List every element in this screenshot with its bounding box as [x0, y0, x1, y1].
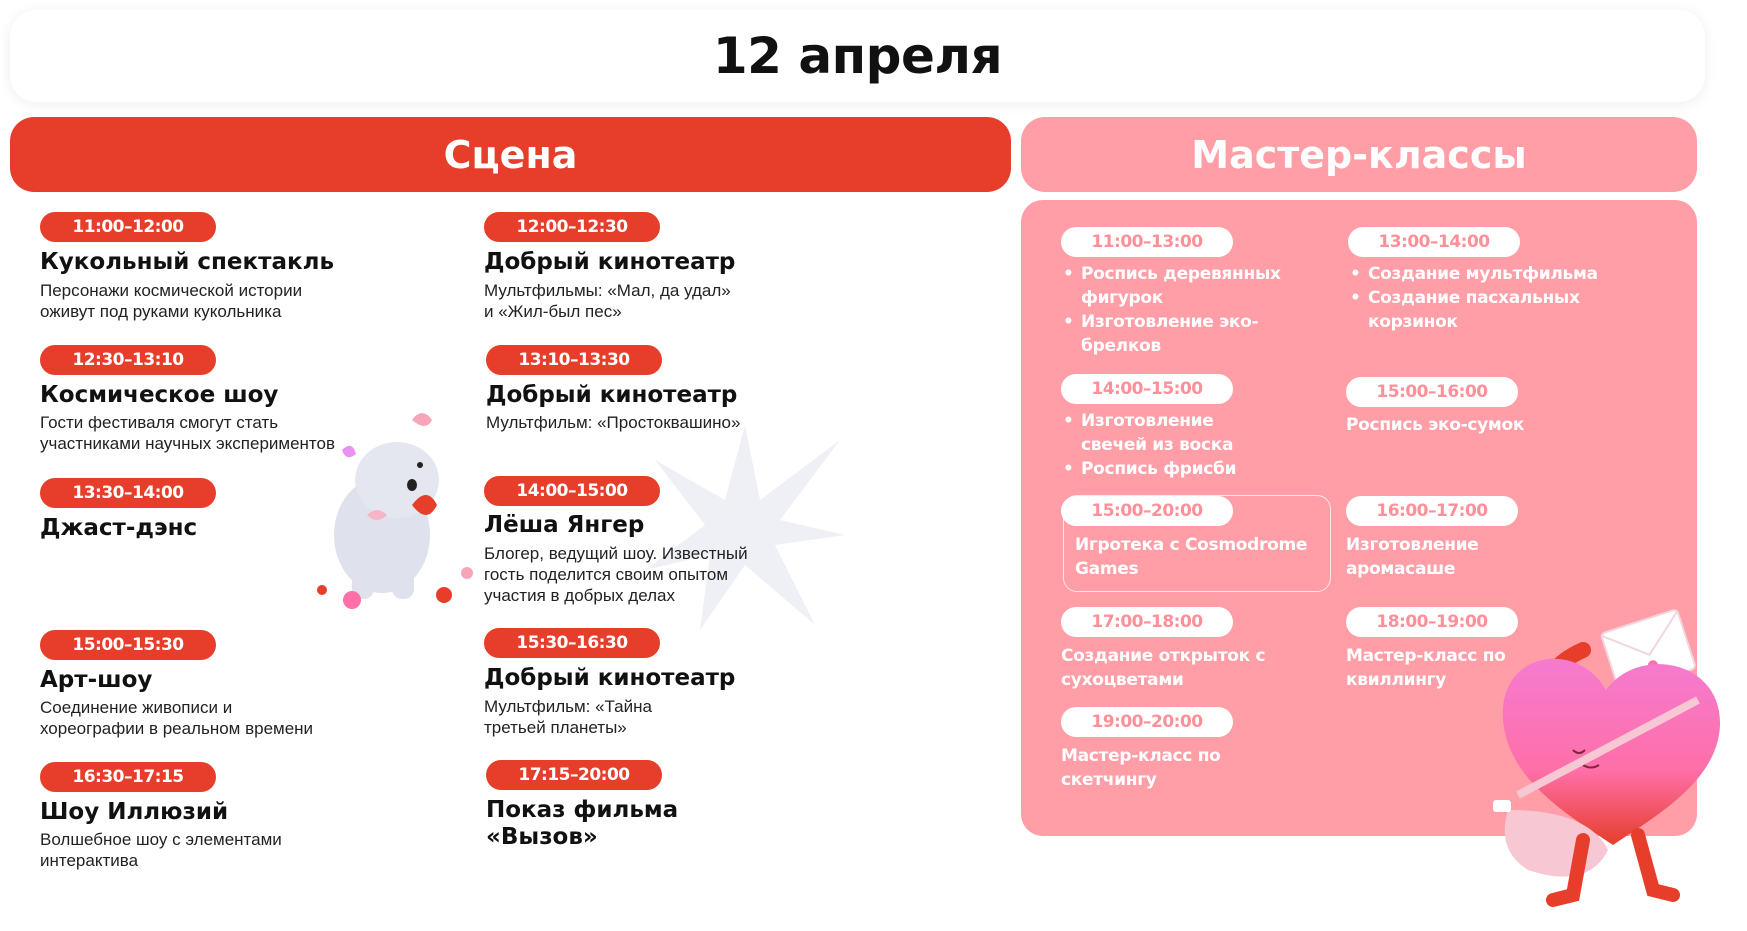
time-badge: 17:00–18:00 — [1061, 607, 1233, 637]
event-description: Мультфильмы: «Мал, да удал» и «Жил-был пес» — [484, 281, 731, 321]
mk-item: • Изготовление свечей из воска — [1061, 409, 1281, 457]
date-header — [10, 10, 1705, 102]
mk-text: Изготовление аромасаше — [1346, 535, 1479, 579]
time-badge: 16:00–17:00 — [1346, 496, 1518, 526]
time-badge: 11:00–13:00 — [1061, 227, 1233, 257]
time-badge: 11:00–12:00 — [40, 212, 216, 242]
event-description: Блогер, ведущий шоу. Известный гость поделится своим опытом участия в добрых делах — [484, 544, 748, 605]
mk-item: • Создание пасхальных корзинок — [1348, 286, 1638, 334]
mk-item: • Роспись фрисби — [1061, 457, 1281, 481]
time-badge: 15:00–16:00 — [1346, 377, 1518, 407]
stage-header — [10, 117, 1011, 192]
event-title: Показ фильма «Вызов» — [486, 797, 679, 850]
masterclasses-title: Мастер-классы — [1191, 132, 1527, 177]
time-badge: 13:10–13:30 — [486, 345, 662, 375]
event-description: Соединение живописи и хореографии в реальном времени — [40, 698, 314, 738]
mk-item: • Роспись деревянных фигурок — [1061, 262, 1311, 310]
mk-text: Мастер-класс по квиллингу — [1346, 646, 1506, 690]
event-title: Космическое шоу — [40, 382, 279, 408]
mk-list — [1348, 262, 1638, 334]
time-badge: 15:00–20:00 — [1061, 496, 1233, 526]
stage-title: Сцена — [443, 132, 578, 177]
event-title: Добрый кинотеатр — [486, 382, 738, 408]
event-description: Персонажи космической истории оживут под руками кукольника — [40, 281, 303, 321]
time-badge: 13:30–14:00 — [40, 478, 216, 508]
mk-item: • Создание мультфильма — [1348, 262, 1638, 286]
event-description: Волшебное шоу с элементами интерактива — [40, 830, 282, 870]
time-badge: 17:15–20:00 — [486, 760, 662, 790]
mk-list — [1061, 409, 1281, 481]
time-badge: 12:30–13:10 — [40, 345, 216, 375]
time-badge: 15:00–15:30 — [40, 630, 216, 660]
mk-list — [1061, 262, 1311, 358]
event-title: Лёша Янгер — [484, 512, 645, 538]
time-badge: 14:00–15:00 — [1061, 374, 1233, 404]
event-title: Добрый кинотеатр — [484, 249, 736, 275]
event-description: Мультфильм: «Тайна третьей планеты» — [484, 697, 652, 737]
time-badge: 15:30–16:30 — [484, 628, 660, 658]
event-title: Шоу Иллюзий — [40, 799, 229, 825]
event-description: Мультфильм: «Простоквашино» — [486, 413, 741, 432]
time-badge: 19:00–20:00 — [1061, 707, 1233, 737]
heart-mascot-illustration — [1488, 600, 1724, 910]
time-badge: 14:00–15:00 — [484, 476, 660, 506]
masterclasses-header — [1021, 117, 1697, 192]
mk-text: Мастер-класс по скетчингу — [1061, 746, 1221, 790]
time-badge: 18:00–19:00 — [1346, 607, 1518, 637]
mk-text: Роспись эко-сумок — [1346, 415, 1525, 435]
mk-text: Игротека с Cosmodrome Games — [1075, 535, 1308, 579]
event-title: Добрый кинотеатр — [484, 665, 736, 691]
event-title: Арт-шоу — [40, 667, 153, 693]
date-title: 12 апреля — [712, 27, 1003, 85]
event-description: Гости фестиваля смогут стать участниками научных экспериментов — [40, 413, 336, 453]
event-title: Джаст-дэнс — [40, 515, 198, 541]
time-badge: 16:30–17:15 — [40, 762, 216, 792]
mk-item: • Изготовление эко-брелков — [1061, 310, 1311, 358]
time-badge: 12:00–12:30 — [484, 212, 660, 242]
event-title: Кукольный спектакль — [40, 249, 334, 275]
time-badge: 13:00–14:00 — [1348, 227, 1520, 257]
mk-text: Создание открыток с сухоцветами — [1061, 646, 1266, 690]
